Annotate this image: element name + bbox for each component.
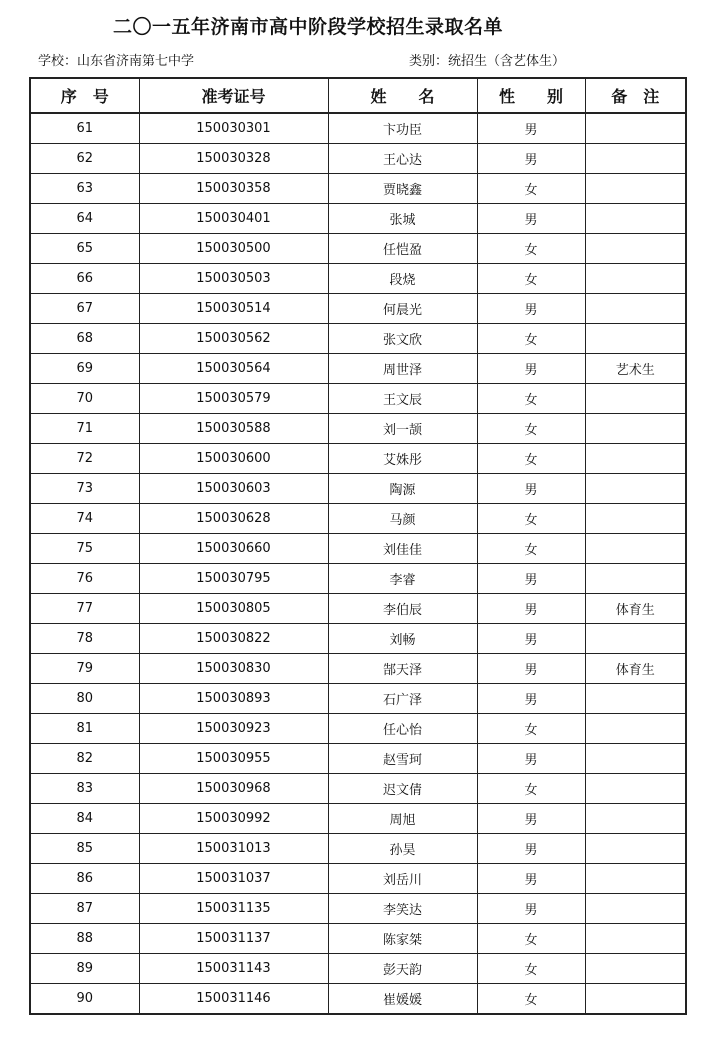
- cell-gender: 男: [477, 834, 585, 864]
- cell-name: 卞功臣: [328, 113, 477, 144]
- cell-note: [585, 294, 686, 324]
- cell-gender: 女: [477, 384, 585, 414]
- cell-name: 马颜: [328, 504, 477, 534]
- cell-gender: 男: [477, 204, 585, 234]
- cell-seq: 85: [30, 834, 139, 864]
- cell-gender: 男: [477, 564, 585, 594]
- cell-name: 李睿: [328, 564, 477, 594]
- table-row: [30, 564, 686, 594]
- cell-gender: 女: [477, 174, 585, 204]
- cell-seq: 70: [30, 384, 139, 414]
- cell-exam-id: 150031013: [139, 834, 328, 864]
- cell-exam-id: 150030514: [139, 294, 328, 324]
- cell-gender: 女: [477, 714, 585, 744]
- cell-exam-id: 150030564: [139, 354, 328, 384]
- cell-gender: 女: [477, 774, 585, 804]
- cell-note: [585, 684, 686, 714]
- cell-exam-id: 150031037: [139, 864, 328, 894]
- cell-name: 张城: [328, 204, 477, 234]
- table-row: [30, 984, 686, 1015]
- cell-exam-id: 150030579: [139, 384, 328, 414]
- cell-gender: 女: [477, 324, 585, 354]
- cell-seq: 66: [30, 264, 139, 294]
- table-row: [30, 954, 686, 984]
- cell-exam-id: 150031135: [139, 894, 328, 924]
- table-row: [30, 294, 686, 324]
- table-row: [30, 204, 686, 234]
- cell-seq: 73: [30, 474, 139, 504]
- cell-note: [585, 324, 686, 354]
- cell-name: 彭天韵: [328, 954, 477, 984]
- cell-gender: 女: [477, 414, 585, 444]
- cell-name: 刘佳佳: [328, 534, 477, 564]
- cell-exam-id: 150030562: [139, 324, 328, 354]
- cell-gender: 女: [477, 954, 585, 984]
- cell-note: [585, 444, 686, 474]
- cell-seq: 79: [30, 654, 139, 684]
- cell-seq: 74: [30, 504, 139, 534]
- cell-name: 郜天泽: [328, 654, 477, 684]
- cell-exam-id: 150030600: [139, 444, 328, 474]
- cell-name: 孙昊: [328, 834, 477, 864]
- header-seq: 序 号: [30, 78, 139, 113]
- cell-exam-id: 150030301: [139, 113, 328, 144]
- cell-note: [585, 174, 686, 204]
- table-row: [30, 774, 686, 804]
- cell-gender: 男: [477, 894, 585, 924]
- cell-name: 刘一颉: [328, 414, 477, 444]
- cell-seq: 62: [30, 144, 139, 174]
- header-note: 备 注: [585, 78, 686, 113]
- cell-seq: 69: [30, 354, 139, 384]
- cell-gender: 女: [477, 504, 585, 534]
- cell-seq: 72: [30, 444, 139, 474]
- cell-gender: 男: [477, 654, 585, 684]
- cell-gender: 男: [477, 474, 585, 504]
- cell-seq: 84: [30, 804, 139, 834]
- cell-seq: 65: [30, 234, 139, 264]
- cell-name: 周旭: [328, 804, 477, 834]
- school-line: 学校：山东省济南第七中学: [38, 54, 195, 69]
- cell-exam-id: 150030795: [139, 564, 328, 594]
- cell-gender: 男: [477, 864, 585, 894]
- cell-exam-id: 150030660: [139, 534, 328, 564]
- cell-name: 王文辰: [328, 384, 477, 414]
- cell-name: 刘畅: [328, 624, 477, 654]
- table-row: [30, 804, 686, 834]
- table-row: [30, 264, 686, 294]
- cell-exam-id: 150031146: [139, 984, 328, 1015]
- cell-exam-id: 150030805: [139, 594, 328, 624]
- cell-seq: 68: [30, 324, 139, 354]
- cell-name: 崔媛媛: [328, 984, 477, 1015]
- cell-note: [585, 864, 686, 894]
- cell-name: 张文欣: [328, 324, 477, 354]
- cell-note: [585, 234, 686, 264]
- table-row: [30, 174, 686, 204]
- cell-note: 艺术生: [585, 354, 686, 384]
- cell-note: [585, 144, 686, 174]
- cell-note: [585, 894, 686, 924]
- table-row: [30, 113, 686, 144]
- cell-seq: 76: [30, 564, 139, 594]
- cell-note: 体育生: [585, 654, 686, 684]
- cell-name: 段烧: [328, 264, 477, 294]
- cell-seq: 81: [30, 714, 139, 744]
- cell-gender: 男: [477, 624, 585, 654]
- cell-exam-id: 150030588: [139, 414, 328, 444]
- cell-note: [585, 744, 686, 774]
- table-row: [30, 504, 686, 534]
- cell-gender: 女: [477, 444, 585, 474]
- cell-note: [585, 564, 686, 594]
- cell-name: 赵雪珂: [328, 744, 477, 774]
- cell-seq: 87: [30, 894, 139, 924]
- cell-exam-id: 150030968: [139, 774, 328, 804]
- document-title: 二〇一五年济南市高中阶段学校招生录取名单: [113, 16, 504, 38]
- cell-note: [585, 924, 686, 954]
- cell-name: 陶源: [328, 474, 477, 504]
- table-row: [30, 894, 686, 924]
- cell-gender: 男: [477, 594, 585, 624]
- cell-note: [585, 113, 686, 144]
- cell-note: [585, 804, 686, 834]
- table-row: [30, 414, 686, 444]
- cell-note: [585, 534, 686, 564]
- cell-exam-id: 150030358: [139, 174, 328, 204]
- cell-gender: 男: [477, 684, 585, 714]
- cell-exam-id: 150031137: [139, 924, 328, 954]
- table-row: [30, 474, 686, 504]
- cell-gender: 女: [477, 234, 585, 264]
- table-row: [30, 924, 686, 954]
- cell-name: 何晨光: [328, 294, 477, 324]
- cell-seq: 75: [30, 534, 139, 564]
- cell-name: 陈家桀: [328, 924, 477, 954]
- table-row: [30, 654, 686, 684]
- cell-note: [585, 834, 686, 864]
- cell-name: 贾晓鑫: [328, 174, 477, 204]
- cell-name: 任心怡: [328, 714, 477, 744]
- cell-exam-id: 150030503: [139, 264, 328, 294]
- cell-name: 李伯辰: [328, 594, 477, 624]
- table-row: [30, 594, 686, 624]
- table-row: [30, 384, 686, 414]
- table-row: [30, 714, 686, 744]
- cell-seq: 71: [30, 414, 139, 444]
- cell-seq: 80: [30, 684, 139, 714]
- cell-note: [585, 714, 686, 744]
- cell-gender: 女: [477, 924, 585, 954]
- cell-gender: 男: [477, 354, 585, 384]
- cell-note: 体育生: [585, 594, 686, 624]
- table-row: [30, 444, 686, 474]
- cell-seq: 83: [30, 774, 139, 804]
- cell-exam-id: 150030328: [139, 144, 328, 174]
- table-row: [30, 234, 686, 264]
- cell-exam-id: 150030893: [139, 684, 328, 714]
- table-row: [30, 864, 686, 894]
- cell-gender: 男: [477, 144, 585, 174]
- table-row: [30, 144, 686, 174]
- cell-note: [585, 954, 686, 984]
- cell-gender: 男: [477, 804, 585, 834]
- cell-gender: 男: [477, 113, 585, 144]
- cell-name: 王心达: [328, 144, 477, 174]
- cell-name: 迟文倩: [328, 774, 477, 804]
- category-line: 类别：统招生（含艺体生）: [409, 54, 566, 69]
- header-gender: 性 别: [477, 78, 585, 113]
- cell-note: [585, 474, 686, 504]
- cell-seq: 77: [30, 594, 139, 624]
- table-row: [30, 534, 686, 564]
- cell-name: 周世泽: [328, 354, 477, 384]
- cell-seq: 89: [30, 954, 139, 984]
- table-row: [30, 834, 686, 864]
- cell-gender: 女: [477, 534, 585, 564]
- cell-seq: 86: [30, 864, 139, 894]
- cell-seq: 90: [30, 984, 139, 1015]
- cell-exam-id: 150030628: [139, 504, 328, 534]
- table-row: [30, 624, 686, 654]
- table-row: [30, 684, 686, 714]
- cell-seq: 78: [30, 624, 139, 654]
- cell-note: [585, 984, 686, 1015]
- cell-seq: 82: [30, 744, 139, 774]
- cell-name: 任恺盈: [328, 234, 477, 264]
- cell-name: 李笑达: [328, 894, 477, 924]
- cell-name: 艾姝彤: [328, 444, 477, 474]
- cell-exam-id: 150030830: [139, 654, 328, 684]
- table-row: [30, 324, 686, 354]
- cell-note: [585, 624, 686, 654]
- cell-exam-id: 150030500: [139, 234, 328, 264]
- cell-gender: 男: [477, 294, 585, 324]
- cell-exam-id: 150030822: [139, 624, 328, 654]
- cell-exam-id: 150030992: [139, 804, 328, 834]
- table-row: [30, 354, 686, 384]
- header-name: 姓 名: [328, 78, 477, 113]
- cell-seq: 67: [30, 294, 139, 324]
- header-exam-id: 准考证号: [139, 78, 328, 113]
- cell-exam-id: 150030923: [139, 714, 328, 744]
- cell-exam-id: 150030401: [139, 204, 328, 234]
- cell-note: [585, 384, 686, 414]
- cell-seq: 61: [30, 113, 139, 144]
- cell-name: 石广泽: [328, 684, 477, 714]
- cell-seq: 88: [30, 924, 139, 954]
- table-body: [30, 113, 686, 1014]
- cell-exam-id: 150030955: [139, 744, 328, 774]
- cell-note: [585, 414, 686, 444]
- table-row: [30, 744, 686, 774]
- cell-note: [585, 774, 686, 804]
- cell-exam-id: 150030603: [139, 474, 328, 504]
- cell-note: [585, 204, 686, 234]
- cell-gender: 女: [477, 984, 585, 1015]
- cell-gender: 女: [477, 264, 585, 294]
- cell-seq: 64: [30, 204, 139, 234]
- cell-name: 刘岳川: [328, 864, 477, 894]
- table-header-row: [30, 78, 686, 113]
- cell-exam-id: 150031143: [139, 954, 328, 984]
- cell-gender: 男: [477, 744, 585, 774]
- cell-note: [585, 264, 686, 294]
- admission-table: [29, 77, 687, 1015]
- cell-note: [585, 504, 686, 534]
- cell-seq: 63: [30, 174, 139, 204]
